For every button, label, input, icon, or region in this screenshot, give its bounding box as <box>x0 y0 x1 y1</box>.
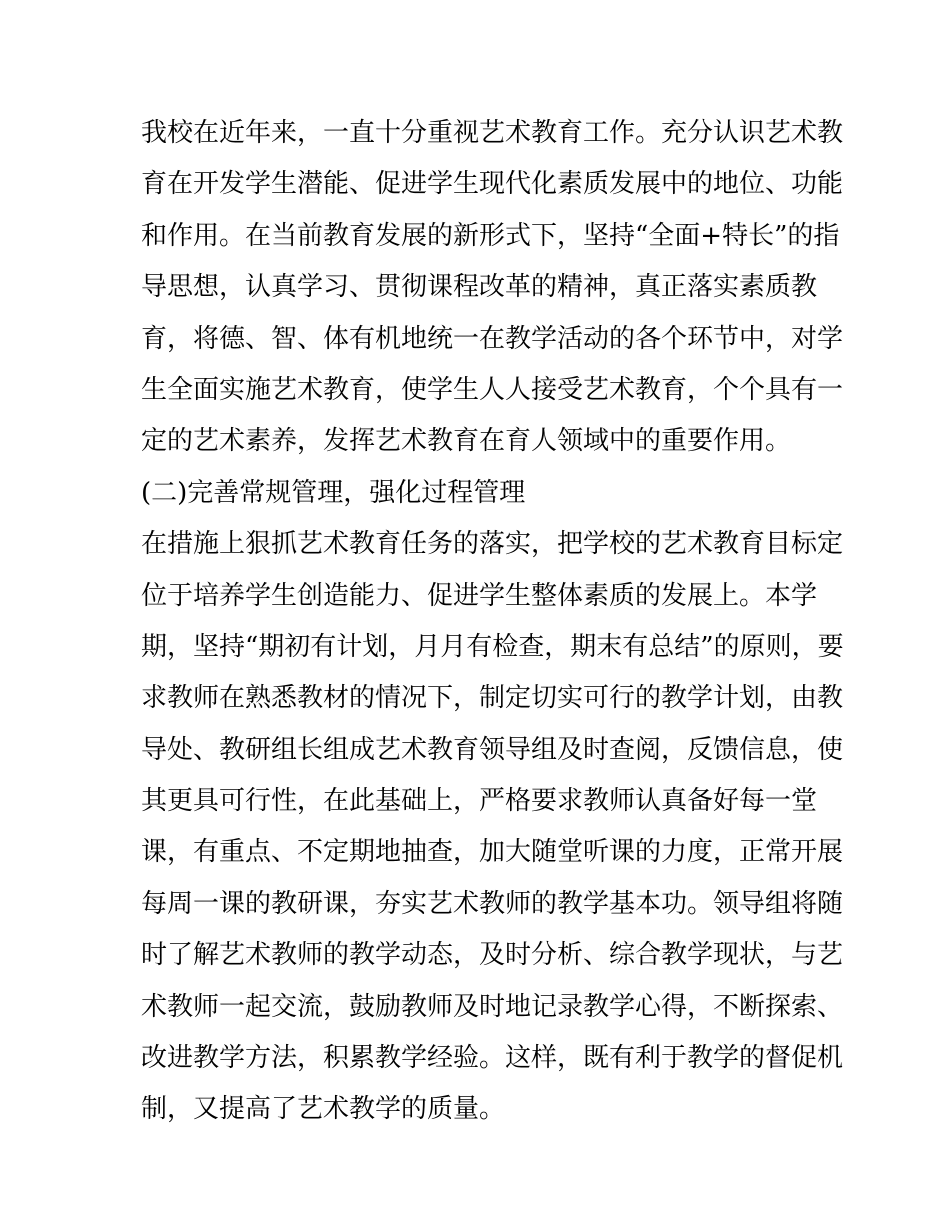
document-body <box>141 108 844 1136</box>
paragraph-2-line-8: 每周一课的教研课，夯实艺术教师的教学基本功。领导组将随 <box>141 888 844 919</box>
paragraph-2-line-1: 在措施上狠抓艺术教育任务的落实，把学校的艺术教育目标定 <box>141 529 844 560</box>
paragraph-1-line-1: 我校在近年来，一直十分重视艺术教育工作。充分认识艺术教 <box>141 118 844 148</box>
paragraph-1-line-4: 导思想，认真学习、贯彻课程改革的精神，真正落实素质教 <box>141 272 818 303</box>
section-heading: (二)完善常规管理，强化过程管理 <box>141 477 526 508</box>
paragraph-2-line-4: 求教师在熟悉教材的情况下，制定切实可行的教学计划，由教 <box>141 683 844 714</box>
paragraph-1-line-3: 和作用。在当前教育发展的新形式下，坚持“全面+特长”的指 <box>141 220 840 251</box>
paragraph-2-line-3: 期，坚持“期初有计划，月月有检查，期末有总结”的原则，要 <box>141 631 844 662</box>
paragraph-2-line-12: 制，又提高了艺术教学的质量。 <box>141 1094 506 1125</box>
paragraph-2-line-9: 时了解艺术教师的教学动态，及时分析、综合教学现状，与艺 <box>141 940 844 971</box>
paragraph-2-line-5: 导处、教研组长组成艺术教育领导组及时查阅，反馈信息，使 <box>141 734 844 765</box>
paragraph-2-line-10: 术教师一起交流，鼓励教师及时地记录教学心得，不断探索、 <box>141 991 844 1022</box>
paragraph-2-line-2: 位于培养学生创造能力、促进学生整体素质的发展上。本学 <box>141 580 818 611</box>
paragraph-1-line-6: 生全面实施艺术教育，使学生人人接受艺术教育，个个具有一 <box>141 374 844 405</box>
paragraph-2-line-11: 改进教学方法，积累教学经验。这样，既有利于教学的督促机 <box>141 1043 844 1074</box>
paragraph-2-line-7: 课，有重点、不定期地抽查，加大随堂听课的力度，正常开展 <box>141 837 844 868</box>
paragraph-1-line-5: 育，将德、智、体有机地统一在教学活动的各个环节中，对学 <box>141 323 844 354</box>
paragraph-1-line-2: 育在开发学生潜能、促进学生现代化素质发展中的地位、功能 <box>141 169 844 200</box>
paragraph-2-line-6: 其更具可行性，在此基础上，严格要求教师认真备好每一堂 <box>141 786 818 817</box>
paragraph-1-line-7: 定的艺术素养，发挥艺术教育在育人领域中的重要作用。 <box>141 426 792 457</box>
